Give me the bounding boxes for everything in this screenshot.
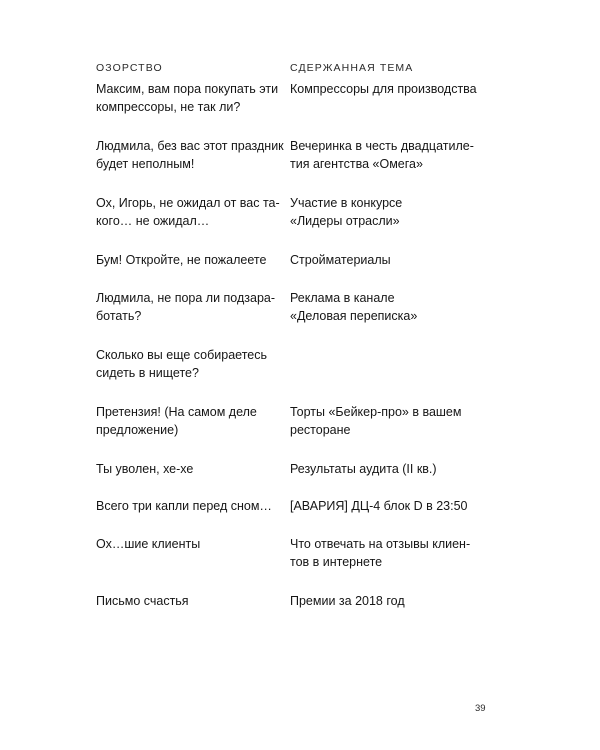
- mischief-subject-line: [96, 592, 189, 610]
- text-line: ресторане: [290, 423, 351, 437]
- mischief-subject-line: [96, 80, 278, 116]
- text-line: тия агентства «Омега»: [290, 157, 423, 171]
- text-line: Стройматериалы: [290, 253, 391, 267]
- text-line: Что отвечать на отзывы клиен-: [290, 537, 471, 551]
- restrained-subject-line: [290, 535, 470, 571]
- text-line: Ох…шие клиенты: [96, 537, 201, 551]
- mischief-subject-line: [96, 194, 280, 230]
- text-line: Сколько вы еще собираетесь: [96, 348, 267, 362]
- page-number: 39: [475, 703, 486, 714]
- text-line: Результаты аудита (II кв.): [290, 462, 437, 476]
- text-line: Максим, вам пора покупать эти: [96, 82, 279, 96]
- text-line: Ты уволен, хе-хе: [96, 462, 194, 476]
- restrained-subject-line: [290, 251, 391, 269]
- mischief-subject-line: [96, 137, 284, 173]
- text-line: предложение): [96, 423, 179, 437]
- restrained-subject-line: [290, 403, 461, 439]
- text-line: Компрессоры для производства: [290, 82, 477, 96]
- restrained-subject-line: [290, 137, 474, 173]
- text-line: Всего три капли перед сном…: [96, 499, 272, 513]
- text-line: «Деловая переписка»: [290, 309, 418, 323]
- text-line: Ох, Игорь, не ожидал от вас та-: [96, 196, 280, 210]
- text-line: Участие в конкурсе: [290, 196, 403, 210]
- text-line: сидеть в нищете?: [96, 366, 199, 380]
- mischief-subject-line: [96, 535, 200, 553]
- text-line: Претензия! (На самом деле: [96, 405, 257, 419]
- column-header-mischief: ОЗОРСТВО: [96, 62, 163, 74]
- text-line: Реклама в канале: [290, 291, 395, 305]
- text-line: «Лидеры отрасли»: [290, 214, 400, 228]
- text-line: ботать?: [96, 309, 142, 323]
- mischief-subject-line: [96, 251, 266, 269]
- text-line: Людмила, без вас этот праздник: [96, 139, 284, 153]
- restrained-subject-line: [290, 592, 405, 610]
- text-line: Премии за 2018 год: [290, 594, 405, 608]
- text-line: [АВАРИЯ] ДЦ-4 блок D в 23:50: [290, 499, 468, 513]
- text-line: Бум! Откройте, не пожалеете: [96, 253, 267, 267]
- text-line: компрессоры, не так ли?: [96, 100, 241, 114]
- mischief-subject-line: [96, 289, 275, 325]
- text-line: кого… не ожидал…: [96, 214, 210, 228]
- text-line: тов в интернете: [290, 555, 383, 569]
- restrained-subject-line: [290, 194, 402, 230]
- text-line: будет неполным!: [96, 157, 195, 171]
- text-line: Торты «Бейкер-про» в вашем: [290, 405, 462, 419]
- mischief-subject-line: [96, 346, 267, 382]
- restrained-subject-line: [290, 460, 437, 478]
- text-line: Людмила, не пора ли подзара-: [96, 291, 276, 305]
- mischief-subject-line: [96, 403, 257, 439]
- mischief-subject-line: [96, 497, 272, 515]
- mischief-subject-line: [96, 460, 193, 478]
- text-line: Вечеринка в честь двадцатиле-: [290, 139, 474, 153]
- restrained-subject-line: [290, 289, 417, 325]
- restrained-subject-line: [290, 497, 467, 515]
- text-line: Письмо счастья: [96, 594, 189, 608]
- column-header-restrained-topic: СДЕРЖАННАЯ ТЕМА: [290, 62, 414, 74]
- restrained-subject-line: [290, 80, 477, 98]
